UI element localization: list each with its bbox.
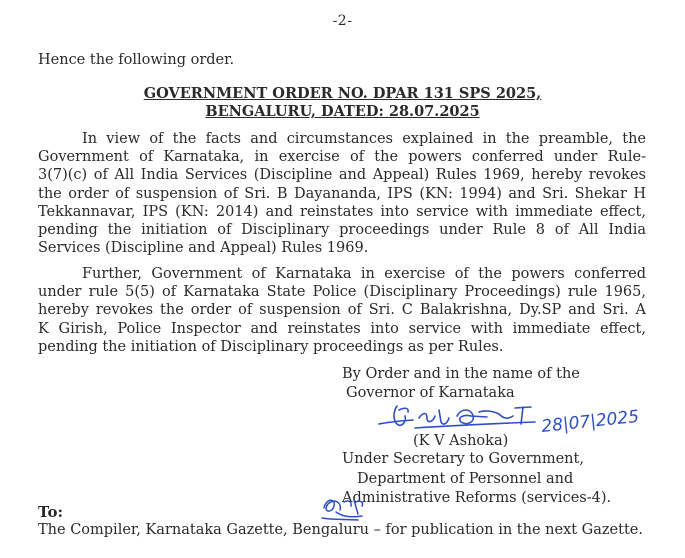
paragraph-1-line: In view of the facts and circumstances explained in the preamble, the bbox=[82, 131, 646, 147]
designation-line: Department of Personnel and bbox=[357, 470, 574, 487]
recipients-text: The Compiler, Karnataka Gazette, Bengaluru – for publication in the next Gazette. bbox=[38, 522, 643, 538]
paragraph-1-line: the order of suspension of Sri. B Dayananda, IPS (KN: 1994) and Sri. Shekar H bbox=[38, 185, 646, 202]
handwritten-date-text: 28|07|2025 bbox=[540, 406, 640, 437]
order-title-line-1: GOVERNMENT ORDER NO. DPAR 131 SPS 2025, bbox=[143, 85, 542, 102]
recipients-label: To: bbox=[38, 503, 63, 521]
intro-line: Hence the following order. bbox=[38, 52, 235, 68]
paragraph-1-line: Government of Karnataka, in exercise of the powers conferred under Rule- bbox=[38, 149, 646, 166]
authority-line-1: By Order and in the name of the bbox=[342, 366, 580, 382]
paragraph-1-line: Services (Discipline and Appeal) Rules 1969. bbox=[38, 240, 369, 257]
order-title bbox=[0, 85, 685, 121]
handwritten-date bbox=[540, 406, 650, 442]
designation-line: Administrative Reforms (services-4). bbox=[342, 490, 612, 506]
authority-line-2: Governor of Karnataka bbox=[346, 385, 515, 401]
handwritten-signature bbox=[375, 398, 545, 438]
paragraph-2-line: K Girish, Police Inspector and reinstates into service with immediate effect, bbox=[38, 320, 646, 337]
paragraph-1-line: Tekkannavar, IPS (KN: 2014) and reinstates into service with immediate effect, bbox=[38, 203, 646, 220]
paragraph-2-line: pending the initiation of Disciplinary proceedings as per Rules. bbox=[38, 338, 504, 355]
paragraph-1 bbox=[38, 130, 646, 257]
paragraph-1-line: 3(7)(c) of All India Services (Discipline and Appeal) Rules 1969, hereby revokes bbox=[38, 167, 646, 184]
order-title-line-2: BENGALURU, DATED: 28.07.2025 bbox=[205, 103, 480, 120]
paragraph-2-line: Further, Government of Karnataka in exercise of the powers conferred bbox=[82, 266, 646, 282]
paragraph-1-line: pending the initiation of Disciplinary proceedings under Rule 8 of All India bbox=[38, 222, 646, 239]
signatory-name: (K V Ashoka) bbox=[413, 433, 509, 449]
paragraph-2-line: hereby revokes the order of suspension of Sri. C Balakrishna, Dy.SP and Sri. A bbox=[38, 302, 646, 319]
paragraph-2-line: under rule 5(5) of Karnataka State Police (Disciplinary Proceedings) rule 1965, bbox=[38, 284, 646, 301]
designation-line: Under Secretary to Government, bbox=[342, 451, 584, 467]
paragraph-2 bbox=[38, 265, 646, 356]
page-number: -2- bbox=[332, 13, 353, 29]
signatory-designation bbox=[342, 450, 611, 509]
